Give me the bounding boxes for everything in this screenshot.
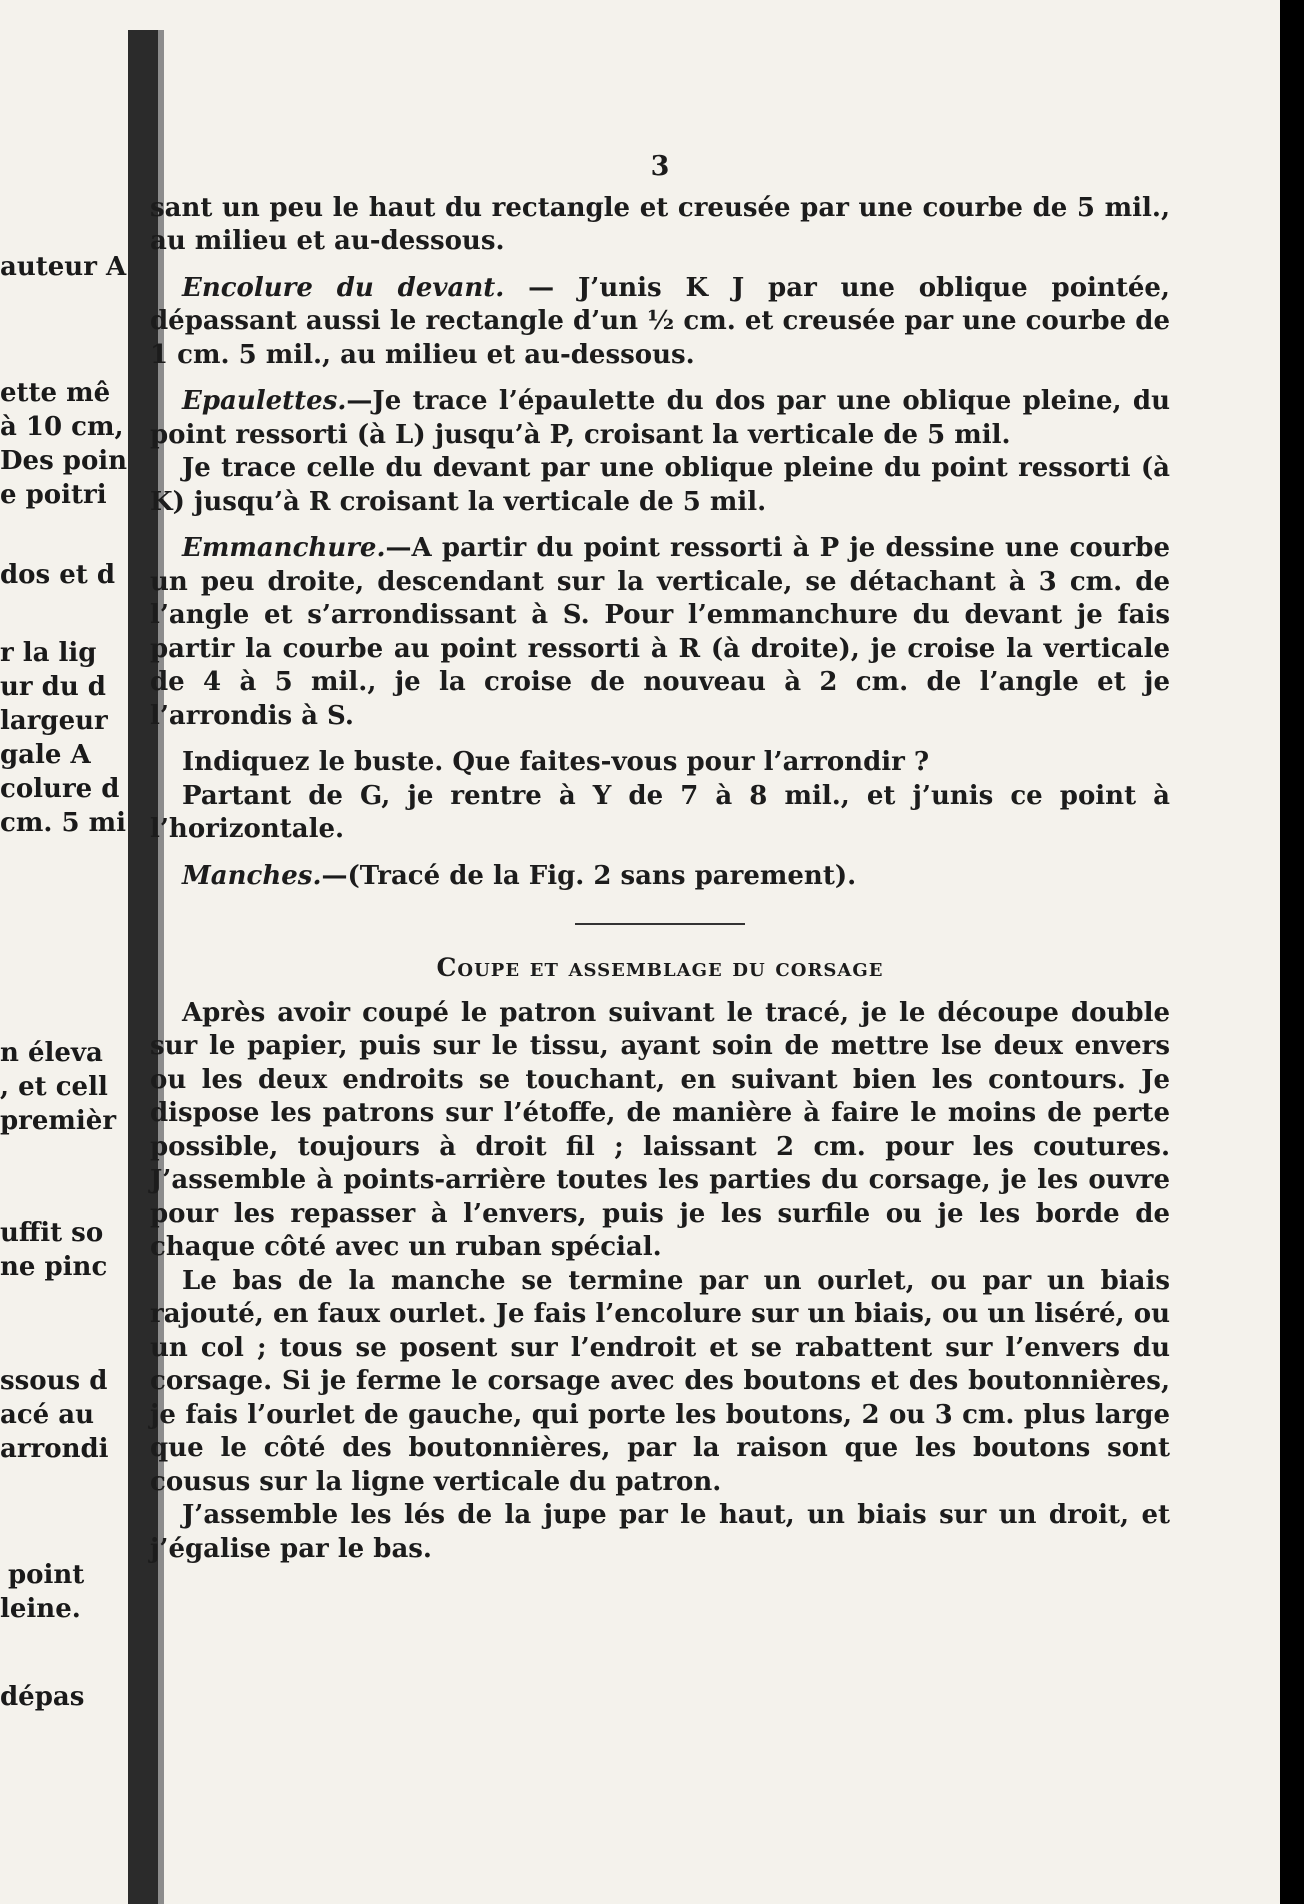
left-line: ette mê (0, 378, 111, 408)
paragraph-text: —A partir du point ressorti à P je dessine une courbe un peu droite, descendant sur la verticale, se détachant à 3 cm. de l’angle et s’arrondissant à S. Pour l’emmanchure du devant je fais partir la courbe au point ressorti à R (à droite), je croise la verticale de 4 à 5 mil., je la croise de nouveau à 2 cm. de l’angle et je l’arrondis à S. (150, 533, 1170, 731)
left-line: r la lig (0, 638, 97, 668)
paragraph (150, 860, 1170, 894)
paragraph-text: — J’unis K J par une oblique pointée, dépassant aussi le rectangle d’un ½ cm. et creusée par une courbe de 1 cm. 5 mil., au milieu et au-dessous. (150, 272, 1170, 370)
section-divider (575, 923, 745, 925)
paragraph-text: —(Tracé de la Fig. 2 sans parement). (321, 860, 857, 891)
paragraph-text: sant un peu le haut du rectangle et creusée par une courbe de 5 mil., au milieu et au-dessous. (150, 192, 1170, 256)
left-line: n éleva (0, 1038, 103, 1068)
paragraph-label: Emmanchure. (182, 533, 386, 563)
left-line: leine. (0, 1594, 81, 1624)
left-line: ssous d (0, 1366, 108, 1396)
paragraph-label: Encolure du devant. (182, 272, 505, 303)
left-line: ur du d (0, 672, 106, 702)
facing-page-fragment (0, 30, 128, 1904)
paragraph (150, 532, 1170, 733)
left-line: , et cell (0, 1072, 108, 1102)
left-line: uffit so (0, 1218, 104, 1248)
scan-border (1280, 0, 1304, 1904)
paragraph (150, 780, 1170, 847)
left-line: acé au (0, 1400, 95, 1430)
left-line: premièr (0, 1106, 117, 1136)
paragraph-label: Epaulettes. (182, 386, 347, 416)
paragraph-text: —Je trace l’épaulette du dos par une oblique pleine, du point ressorti (à L) jusqu’à P, croisant la verticale de 5 mil. (150, 386, 1170, 450)
main-page (150, 150, 1170, 1579)
left-line: dépas (0, 1682, 85, 1712)
left-line: arrondi (0, 1434, 109, 1464)
left-line: ne pinc (0, 1252, 108, 1282)
section-heading: Coupe et assemblage du corsage (436, 953, 884, 982)
left-line: e poitri (0, 480, 107, 510)
left-line: largeur (0, 706, 108, 736)
left-line: auteur A (0, 252, 127, 282)
paragraph (150, 272, 1170, 373)
left-line: gale A (0, 740, 91, 770)
section-paragraph: Après avoir coupé le patron suivant le tracé, je le découpe double sur le papier, puis sur le tissu, ayant soin de mettre lse deux envers ou les deux endroits se touchant, en suivant bien les contours. Je dispose les patrons sur l’étoffe, de manière à faire le moins de perte possible, toujours à droit fil ; laissant 2 cm. pour les coutures. J’assemble à points-arrière toutes les parties du corsage, je les ouvre pour les repasser à l’envers, puis je les surfile ou je les borde de chaque côté avec un ruban spécial. (150, 997, 1170, 1262)
paragraph-text: Indiquez le buste. Que faites-vous pour l’arrondir ? (182, 747, 930, 777)
paragraph-text: Je trace celle du devant par une oblique pleine du point ressorti (à K) jusqu’à R croisant la verticale de 5 mil. (150, 453, 1170, 517)
section-paragraph: Le bas de la manche se termine par un ourlet, ou par un biais rajouté, en faux ourlet. Je fais l’encolure sur un biais, ou un liséré, ou un col ; tous se posent sur l’endroit et se rabattent sur l’envers du corsage. Si je ferme le corsage avec des boutons et des boutonnières, je fais l’ourlet de gauche, qui porte les boutons, 2 ou 3 cm. plus large que le côté des boutonnières, par la raison que les boutons sont cousus sur la ligne verticale du patron. (150, 1265, 1170, 1497)
paragraph (150, 452, 1170, 519)
paragraph (150, 746, 1170, 780)
paragraph (150, 192, 1170, 259)
section-paragraph: J’assemble les lés de la jupe par le haut, un biais sur un droit, et j’égalise par le bas. (150, 1500, 1170, 1564)
left-line: Des poin (0, 446, 128, 476)
page-number: 3 (650, 151, 670, 182)
left-line: point (8, 1560, 85, 1590)
paragraph (150, 385, 1170, 452)
paragraph-label: Manches. (182, 860, 322, 891)
left-line: dos et d (0, 560, 115, 590)
paragraph-text: Partant de G, je rentre à Y de 7 à 8 mil., et j’unis ce point à l’horizontale. (150, 780, 1170, 844)
left-line: cm. 5 mi (0, 808, 126, 838)
left-line: à 10 cm, (0, 412, 124, 442)
left-line: colure d (0, 774, 120, 804)
